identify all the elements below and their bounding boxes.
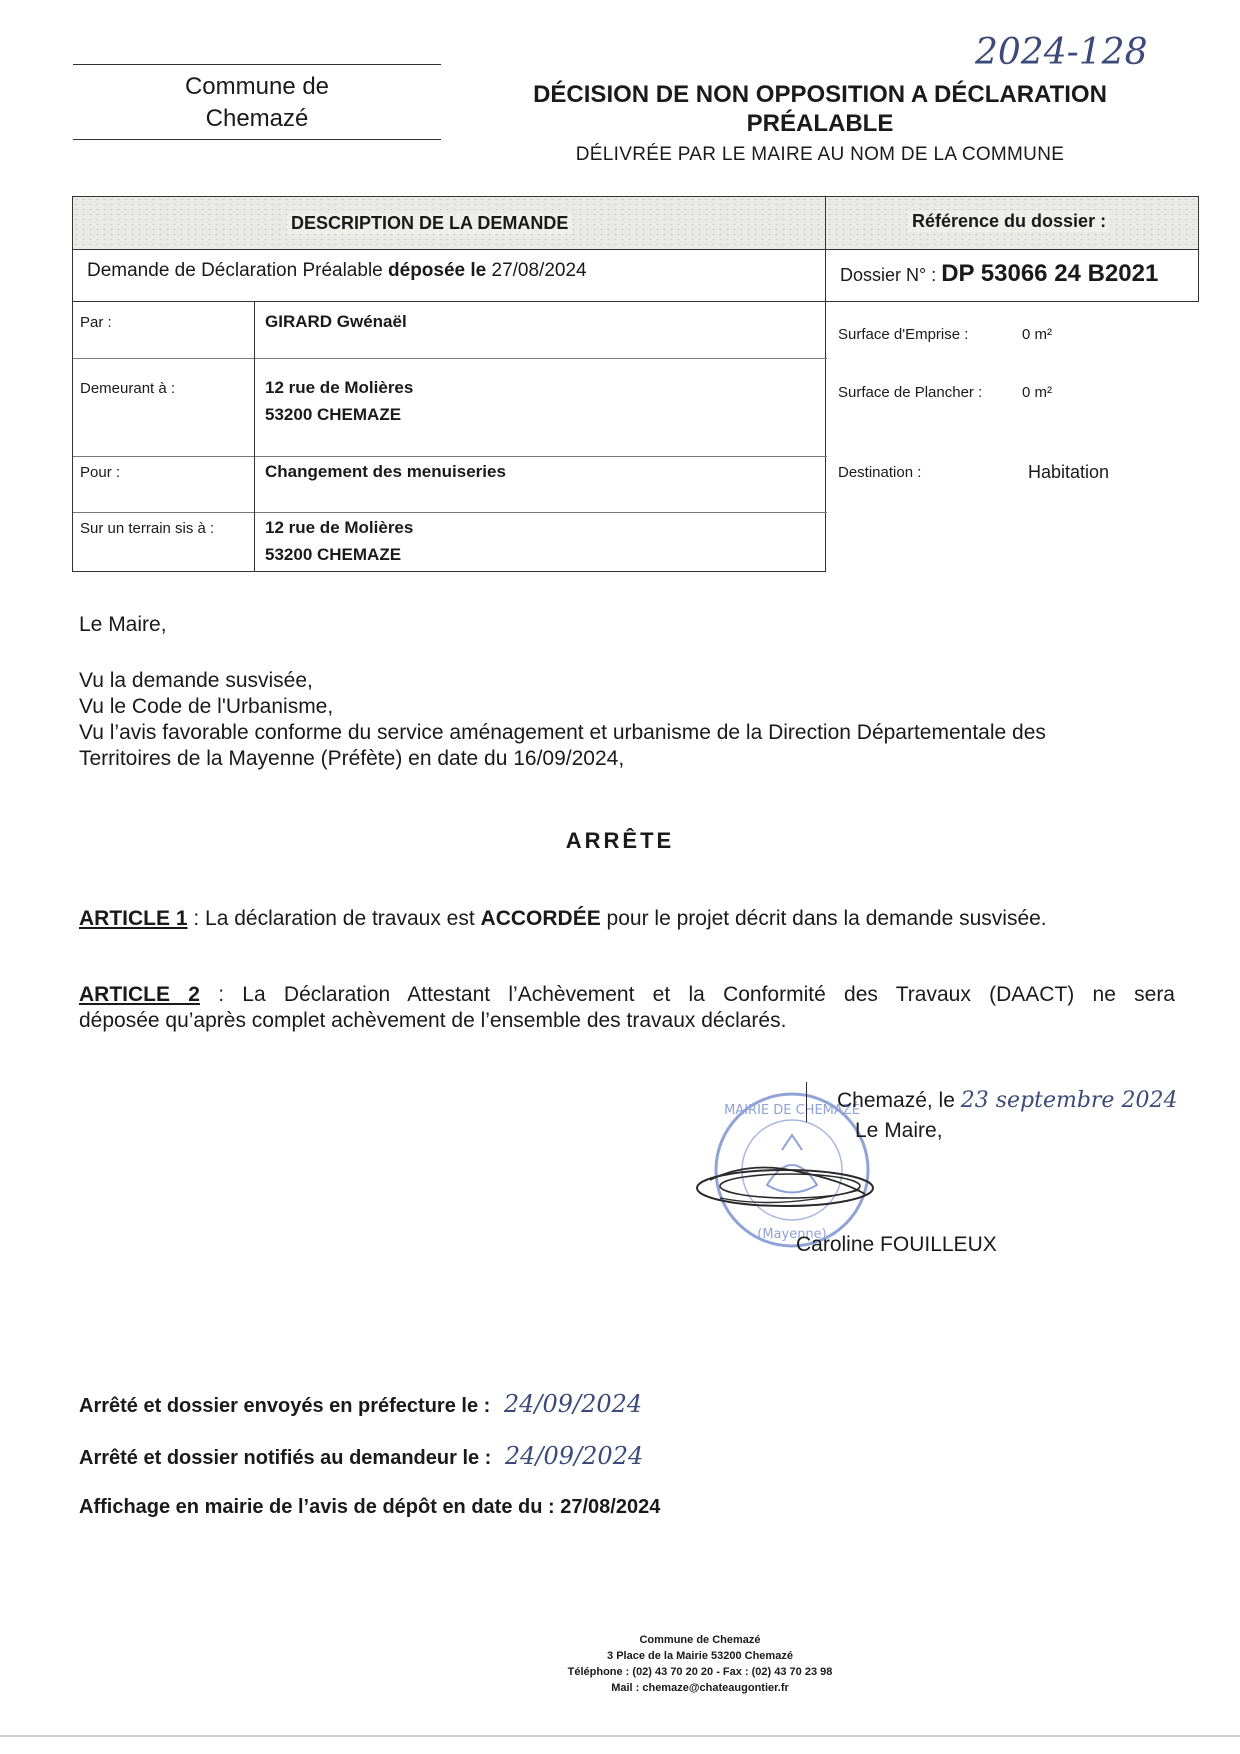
article-1 [79, 906, 1189, 932]
request-table [72, 196, 1199, 572]
par-label: Par : [80, 314, 112, 331]
demeurant-line1: 12 rue de Molières [265, 378, 414, 397]
article-2 [79, 982, 1175, 1034]
divider [73, 358, 827, 359]
par-value: GIRARD Gwénaël [265, 312, 407, 331]
footer-addr-line2: 3 Place de la Mairie 53200 Chemazé [607, 1650, 793, 1662]
case-number: 2024-128 [975, 32, 1148, 73]
pour-label: Pour : [80, 464, 121, 481]
document-subtitle: DÉLIVRÉE PAR LE MAIRE AU NOM DE LA COMMUNE [575, 144, 1065, 165]
svg-text:MAIRIE DE CHEMAZÉ: MAIRIE DE CHEMAZÉ [724, 1103, 860, 1118]
emprise-value: 0 m² [1022, 326, 1052, 343]
description-header-cell [72, 196, 826, 250]
destination-label: Destination : [838, 464, 922, 481]
depot-row [72, 250, 826, 302]
notifies-label: Arrêté et dossier notifiés au demandeur le : [79, 1447, 492, 1469]
article-2-line2: déposée qu’après complet achèvement de l’ensemble des travaux déclarés. [79, 1009, 787, 1032]
demeurant-value [265, 374, 413, 428]
column-divider [254, 302, 255, 572]
depot-prefix: Demande de Déclaration Préalable [87, 260, 389, 281]
depot-bold: déposée le [388, 260, 487, 281]
pour-value: Changement des menuiseries [265, 462, 506, 481]
prefecture-date: 24/09/2024 [503, 1390, 643, 1418]
footer-address [420, 1632, 980, 1696]
vu-line-1: Vu la demande susvisée, [79, 669, 313, 692]
destination-value: Habitation [1028, 462, 1110, 482]
notifies-field [79, 1442, 643, 1470]
prefecture-label: Arrêté et dossier envoyés en préfecture le : [79, 1395, 491, 1417]
terrain-line2: 53200 CHEMAZE [265, 545, 402, 564]
article-2-line1: : La Déclaration Attestant l’Achèvement et la Conformité des Travaux (DAACT) ne sera [199, 983, 1175, 1006]
signature-date: 23 septembre 2024 [960, 1088, 1178, 1113]
title-line1: DÉCISION DE NON OPPOSITION A DÉCLARATION [533, 81, 1107, 108]
signature-place: Chemazé, le [837, 1089, 961, 1112]
dossier-number: DP 53066 24 B2021 [941, 260, 1159, 287]
terrain-label: Sur un terrain sis à : [80, 520, 215, 537]
commune-line1: Commune de [184, 73, 330, 100]
description-header: DESCRIPTION DE LA DEMANDE [287, 213, 572, 234]
bottom-rule [0, 1735, 1240, 1737]
reference-header: Référence du dossier : [908, 211, 1110, 232]
footer-addr-line1: Commune de Chemazé [639, 1634, 761, 1646]
emprise-label: Surface d'Emprise : [838, 326, 969, 343]
svg-text:(Mayenne): (Mayenne) [757, 1227, 827, 1242]
commune-line2: Chemazé [205, 105, 309, 132]
footer-addr-line4: Mail : chemaze@chateaugontier.fr [611, 1682, 789, 1694]
article-1-label: ARTICLE 1 [79, 907, 188, 930]
title-line2: PRÉALABLE [746, 110, 894, 137]
vu-line-3b: Territoires de la Mayenne (Préfète) en date du 16/09/2024, [79, 747, 625, 770]
salutation: Le Maire, [79, 613, 167, 636]
terrain-line1: 12 rue de Molières [265, 518, 414, 537]
article-1-pre: : La déclaration de travaux est [187, 907, 481, 930]
document-title [490, 80, 1150, 138]
divider [73, 456, 827, 457]
article-1-bold: ACCORDÉE [480, 907, 601, 930]
vu-block [79, 668, 1189, 772]
arrete-heading: ARRÊTE [565, 828, 675, 853]
vu-line-3a: Vu l’avis favorable conforme du service aménagement et urbanisme de la Direction Départementale des [79, 721, 1046, 744]
notifies-date: 24/09/2024 [504, 1442, 644, 1470]
terrain-value [265, 514, 413, 568]
prefecture-field [79, 1390, 642, 1418]
signature-scribble [690, 1150, 890, 1220]
plancher-label: Surface de Plancher : [838, 384, 983, 401]
footer-addr-line3: Téléphone : (02) 43 70 20 20 - Fax : (02) 43 70 23 98 [567, 1666, 833, 1678]
commune-block [73, 64, 441, 140]
signature-stroke [806, 1082, 811, 1122]
signature-title: Le Maire, [855, 1119, 943, 1142]
vu-line-2: Vu le Code de l'Urbanisme, [79, 695, 334, 718]
article-1-post: pour le projet décrit dans la demande susvisée. [600, 907, 1047, 930]
signature-place-line [837, 1088, 1177, 1113]
dossier-row [826, 250, 1199, 302]
reference-header-cell [826, 196, 1199, 250]
demeurant-label: Demeurant à : [80, 380, 176, 397]
divider [73, 512, 827, 513]
depot-date: 27/08/2024 [486, 260, 587, 281]
dossier-label: Dossier N° : [840, 265, 942, 285]
article-2-label: ARTICLE 2 [79, 983, 200, 1006]
affichage-field: Affichage en mairie de l’avis de dépôt en date du : 27/08/2024 [79, 1496, 661, 1518]
plancher-value: 0 m² [1022, 384, 1052, 401]
signature-name: Caroline FOUILLEUX [796, 1233, 997, 1256]
demeurant-line2: 53200 CHEMAZE [265, 405, 402, 424]
